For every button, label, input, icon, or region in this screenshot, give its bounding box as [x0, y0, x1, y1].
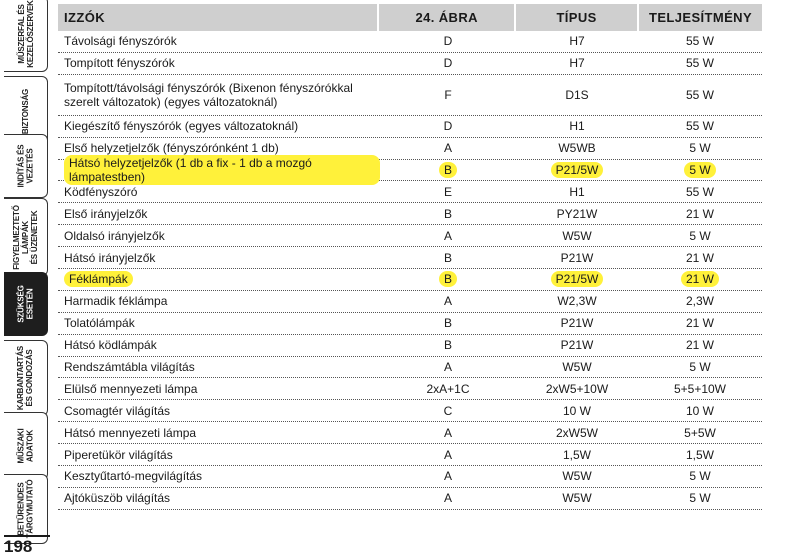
bulb-power: 5 W — [689, 491, 711, 506]
bulb-type: P21W — [560, 338, 594, 353]
table-row — [58, 181, 762, 203]
bulb-table — [58, 4, 762, 510]
bulb-type-cell — [516, 181, 638, 202]
bulb-name-cell — [58, 400, 380, 421]
bulb-power: 5+5+10W — [673, 381, 727, 396]
bulb-name: Ködfényszóró — [64, 184, 138, 199]
bulb-power-cell — [638, 203, 762, 224]
table-header — [58, 4, 762, 31]
table-row — [58, 247, 762, 269]
table-row — [58, 53, 762, 75]
bulb-name: Tompított fényszórók — [64, 56, 175, 71]
figure-ref-cell — [380, 357, 516, 378]
bulb-name-cell — [58, 53, 380, 74]
table-row — [58, 116, 762, 138]
bulb-power-cell — [638, 466, 762, 487]
bulb-type: 2xW5W — [556, 425, 598, 440]
bulb-name-cell — [58, 357, 380, 378]
figure-ref-cell — [380, 466, 516, 487]
bulb-power-cell — [638, 422, 762, 443]
bulb-name-cell — [58, 378, 380, 399]
figure-ref: A — [443, 141, 452, 156]
figure-ref: E — [443, 184, 452, 199]
table-row — [58, 488, 762, 510]
bulb-type: 2xW5+10W — [545, 381, 609, 396]
bulb-name-cell — [58, 31, 380, 52]
bulb-type-cell — [516, 75, 638, 115]
figure-ref-cell — [380, 291, 516, 312]
chapter-tab-5[interactable] — [4, 340, 48, 416]
bulb-name-cell — [58, 247, 380, 268]
bulb-power: 5 W — [689, 228, 711, 243]
bulb-type-cell — [516, 225, 638, 246]
figure-ref: D — [443, 34, 453, 49]
table-row — [58, 335, 762, 357]
bulb-name: Ajtóküszöb világítás — [64, 491, 171, 506]
bulb-power: 5 W — [689, 141, 711, 156]
bulb-type-cell — [516, 53, 638, 74]
table-row — [58, 31, 762, 53]
figure-ref: F — [444, 87, 452, 102]
bulb-power: 21 W — [685, 338, 714, 353]
bulb-type-cell — [516, 203, 638, 224]
bulb-power-cell — [638, 31, 762, 52]
bulb-type-cell — [516, 357, 638, 378]
figure-ref-cell — [380, 444, 516, 465]
table-row — [58, 203, 762, 225]
bulb-type: W5W — [562, 491, 592, 506]
chapter-tab-label: SZÜKSÉG ESETÉN — [16, 285, 35, 323]
bulb-type-cell — [516, 444, 638, 465]
bulb-name: Elülső mennyezeti lámpa — [64, 381, 198, 396]
bulb-type: W5WB — [558, 141, 596, 156]
chapter-tab-2[interactable] — [4, 134, 48, 198]
figure-ref-cell — [380, 422, 516, 443]
bulb-power: 55 W — [685, 184, 714, 199]
bulb-type: 10 W — [562, 403, 591, 418]
bulb-power-cell — [638, 313, 762, 334]
bulb-power-cell — [638, 378, 762, 399]
bulb-name: Csomagtér világítás — [64, 403, 171, 418]
figure-ref-cell — [380, 75, 516, 115]
bulb-power-cell — [638, 116, 762, 137]
bulb-type: H7 — [569, 34, 585, 49]
bulb-type-cell — [516, 31, 638, 52]
bulb-power: 21 W — [685, 250, 714, 265]
bulb-name: Kesztyűtartó-megvilágítás — [64, 469, 203, 484]
figure-ref: B — [443, 338, 452, 353]
figure-ref: B — [443, 316, 452, 331]
bulb-type-cell — [516, 335, 638, 356]
bulb-type: 1,5W — [562, 447, 591, 462]
bulb-type: H7 — [569, 56, 585, 71]
chapter-tab-label: BIZTONSÁG — [21, 88, 31, 134]
bulb-name-cell — [58, 291, 380, 312]
figure-ref-cell — [380, 488, 516, 509]
bulb-power: 21 W — [685, 206, 714, 221]
bulb-power: 10 W — [685, 403, 714, 418]
bulb-type-cell — [516, 313, 638, 334]
bulb-power-cell — [638, 444, 762, 465]
bulb-type-cell — [516, 160, 638, 181]
figure-ref-cell — [380, 247, 516, 268]
table-row — [58, 444, 762, 466]
bulb-power-cell — [638, 488, 762, 509]
chapter-tab-6[interactable] — [4, 412, 48, 480]
chapter-tab-label: MŰSZAKI ADATOK — [16, 428, 35, 464]
figure-ref-cell — [380, 181, 516, 202]
table-row — [58, 291, 762, 313]
bulb-power: 55 W — [685, 56, 714, 71]
bulb-name-cell — [58, 466, 380, 487]
bulb-type-cell — [516, 422, 638, 443]
bulb-type-cell — [516, 400, 638, 421]
bulb-power: 21 W — [681, 271, 719, 287]
figure-ref: C — [443, 403, 453, 418]
bulb-power-cell — [638, 75, 762, 115]
table-row — [58, 156, 762, 185]
figure-ref-cell — [380, 225, 516, 246]
bulb-power: 55 W — [685, 119, 714, 134]
bulb-name: Első irányjelzők — [64, 206, 148, 221]
table-row — [58, 269, 762, 291]
figure-ref-cell — [380, 116, 516, 137]
figure-ref: B — [439, 271, 457, 287]
bulb-type: P21/5W — [551, 271, 604, 287]
figure-ref: A — [443, 425, 452, 440]
figure-ref-cell — [380, 400, 516, 421]
bulb-name-cell — [58, 156, 380, 185]
bulb-name-cell — [58, 75, 380, 115]
bulb-type: W5W — [562, 360, 592, 375]
bulb-name: Távolsági fényszórók — [64, 34, 177, 49]
bulb-power-cell — [638, 53, 762, 74]
header-figure: 24. ÁBRA — [377, 4, 514, 31]
table-row — [58, 225, 762, 247]
chapter-index — [0, 0, 52, 555]
chapter-tab-3[interactable] — [4, 198, 48, 276]
table-row — [58, 378, 762, 400]
bulb-power-cell — [638, 247, 762, 268]
bulb-power: 5 W — [689, 469, 711, 484]
header-power: TELJESÍTMÉNY — [637, 4, 762, 31]
bulb-name: Első helyzetjelzők (fényszórónként 1 db) — [64, 141, 279, 156]
bulb-name-cell — [58, 225, 380, 246]
bulb-type-cell — [516, 488, 638, 509]
bulb-name-cell — [58, 203, 380, 224]
bulb-power-cell — [638, 291, 762, 312]
figure-ref-cell — [380, 203, 516, 224]
bulb-power: 1,5W — [685, 447, 714, 462]
bulb-type: D1S — [565, 87, 589, 102]
bulb-type-cell — [516, 269, 638, 290]
chapter-tab-label: BETŰRENDES TÁRGYMUTATÓ — [16, 479, 35, 539]
figure-ref-cell — [380, 138, 516, 159]
chapter-tab-label: INDÍTÁS ÉS VEZETÉS — [16, 144, 35, 188]
figure-ref-cell — [380, 53, 516, 74]
chapter-tab-0[interactable] — [4, 0, 48, 72]
table-row — [58, 75, 762, 116]
bulb-type: H1 — [569, 184, 585, 199]
bulb-name: Rendszámtábla világítás — [64, 360, 195, 375]
bulb-name: Tompított/távolsági fényszórók (Bixenon fényszórókkal szerelt változatok) (egyes változatoknál) — [64, 80, 353, 109]
chapter-tab-4[interactable] — [4, 272, 48, 336]
bulb-name: Harmadik féklámpa — [64, 294, 168, 309]
table-row — [58, 313, 762, 335]
bulb-name: Kiegészítő fényszórók (egyes változatoknál) — [64, 119, 299, 134]
bulb-name: Hátsó ködlámpák — [64, 338, 157, 353]
bulb-type: P21W — [560, 250, 594, 265]
bulb-name: Hátsó helyzetjelzők (1 db a fix - 1 db a mozgó lámpatestben) — [64, 155, 380, 185]
chapter-tab-7[interactable] — [4, 474, 48, 544]
bulb-power: 5 W — [684, 162, 715, 178]
bulb-type: H1 — [569, 119, 585, 134]
bulb-type-cell — [516, 291, 638, 312]
bulb-name-cell — [58, 444, 380, 465]
bulb-power-cell — [638, 138, 762, 159]
figure-ref-cell — [380, 160, 516, 181]
bulb-name: Tolatólámpák — [64, 316, 135, 331]
bulb-power-cell — [638, 181, 762, 202]
figure-ref: B — [443, 250, 452, 265]
bulb-name-cell — [58, 422, 380, 443]
figure-ref: A — [443, 469, 452, 484]
bulb-power-cell — [638, 225, 762, 246]
figure-ref-cell — [380, 31, 516, 52]
figure-ref: B — [439, 162, 457, 178]
bulb-type-cell — [516, 116, 638, 137]
bulb-type-cell — [516, 247, 638, 268]
bulb-name: Hátsó mennyezeti lámpa — [64, 425, 197, 440]
table-row — [58, 422, 762, 444]
bulb-type: W2,3W — [557, 294, 597, 309]
bulb-name-cell — [58, 313, 380, 334]
bulb-power: 2,3W — [685, 294, 714, 309]
figure-ref: 2xA+1C — [426, 381, 470, 396]
figure-ref-cell — [380, 269, 516, 290]
bulb-power-cell — [638, 400, 762, 421]
bulb-power: 55 W — [685, 34, 714, 49]
bulb-type-cell — [516, 138, 638, 159]
figure-ref: D — [443, 56, 453, 71]
header-bulbs: IZZÓK — [64, 10, 105, 25]
bulb-power-cell — [638, 269, 762, 290]
figure-ref: A — [443, 294, 452, 309]
bulb-power-cell — [638, 357, 762, 378]
chapter-tab-label: FIGYELMEZTETŐ LÁMPÁK ÉS ÜZENETEK — [12, 204, 40, 270]
bulb-name-cell — [58, 269, 380, 290]
bulb-power-cell — [638, 335, 762, 356]
bulb-power-cell — [638, 160, 762, 181]
bulb-type: PY21W — [556, 206, 598, 221]
table-body — [58, 31, 762, 510]
bulb-type: W5W — [562, 228, 592, 243]
table-row — [58, 400, 762, 422]
table-row — [58, 357, 762, 379]
figure-ref-cell — [380, 313, 516, 334]
bulb-type: P21W — [560, 316, 594, 331]
bulb-type-cell — [516, 378, 638, 399]
chapter-tab-label: MŰSZERFAL ÉS KEZELŐSZERVEK — [16, 0, 35, 68]
table-row — [58, 466, 762, 488]
bulb-name-cell — [58, 116, 380, 137]
bulb-power: 55 W — [685, 87, 714, 102]
page-number: 198 — [4, 535, 50, 555]
figure-ref: A — [443, 360, 452, 375]
chapter-tab-label: KARBANTARTÁS ÉS GONDOZÁS — [16, 345, 35, 411]
bulb-type-cell — [516, 466, 638, 487]
figure-ref: A — [443, 228, 452, 243]
figure-ref: D — [443, 119, 453, 134]
figure-ref-cell — [380, 378, 516, 399]
bulb-name-cell — [58, 488, 380, 509]
figure-ref: A — [443, 447, 452, 462]
figure-ref: B — [443, 206, 452, 221]
figure-ref: A — [443, 491, 452, 506]
figure-ref-cell — [380, 335, 516, 356]
bulb-power: 5 W — [689, 360, 711, 375]
header-type: TÍPUS — [514, 4, 637, 31]
bulb-name: Piperetükör világítás — [64, 447, 173, 462]
bulb-name: Hátsó irányjelzők — [64, 250, 156, 265]
bulb-power: 21 W — [685, 316, 714, 331]
bulb-name-cell — [58, 181, 380, 202]
bulb-name-cell — [58, 335, 380, 356]
bulb-type: W5W — [562, 469, 592, 484]
bulb-name: Féklámpák — [64, 271, 133, 287]
bulb-type: P21/5W — [551, 162, 604, 178]
bulb-power: 5+5W — [684, 425, 716, 440]
bulb-name: Oldalsó irányjelzők — [64, 228, 165, 243]
